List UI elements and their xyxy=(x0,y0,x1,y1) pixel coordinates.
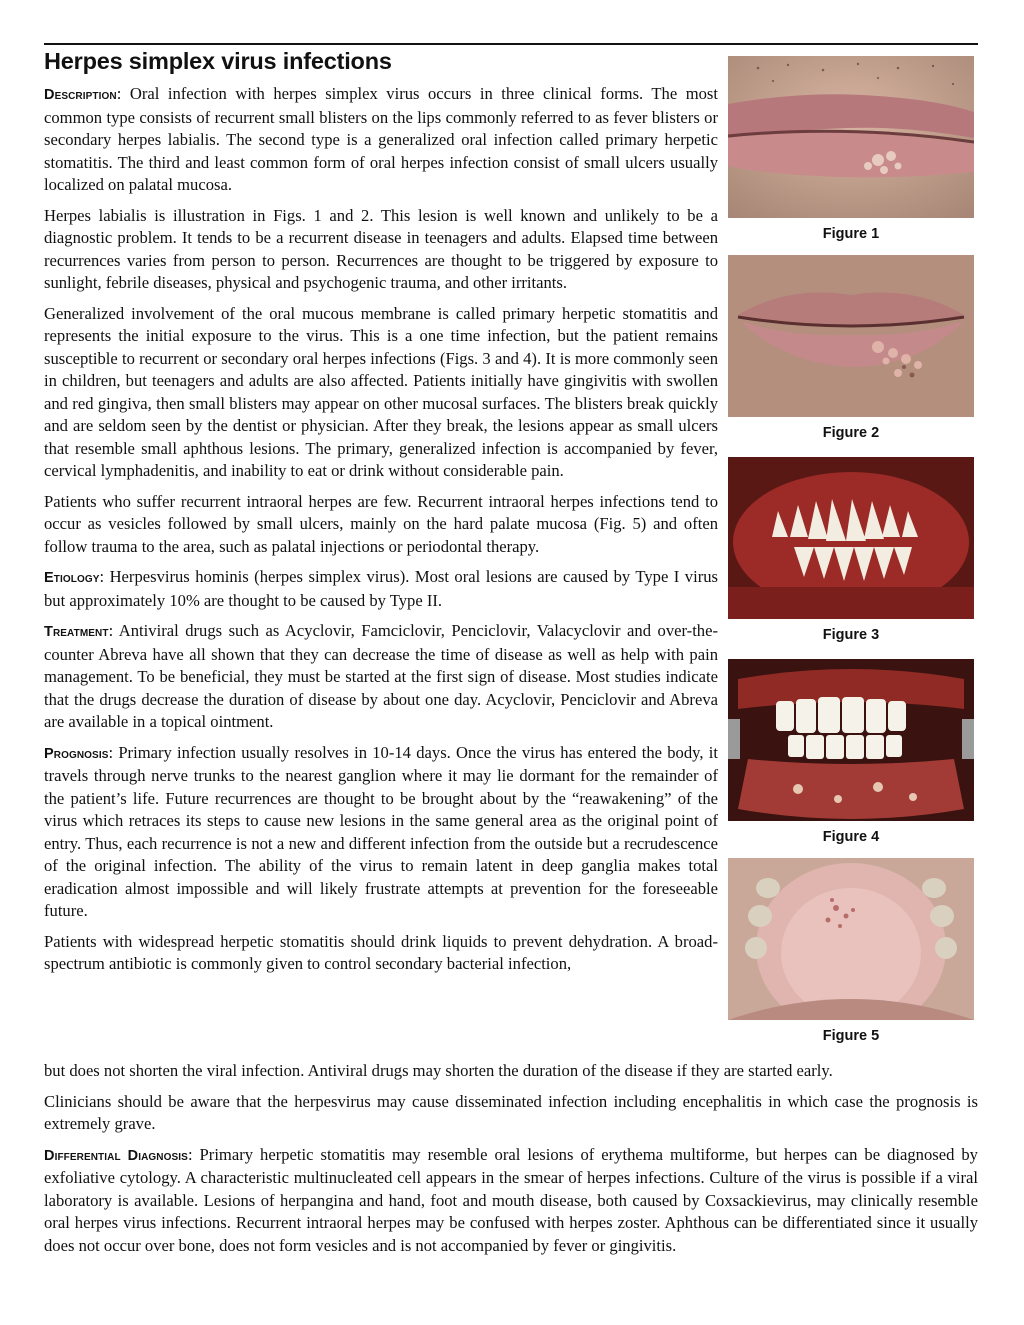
clinicians-paragraph: Clinicians should be aware that the herpesvirus may cause disseminated infection including encephalitis in which case the prognosis is extremely grave. xyxy=(44,1091,978,1133)
description-text: : Oral infection with herpes simplex virus occurs in three clinical forms. The most common type consists of recurrent small blisters on the lips commonly referred to as fever blisters or secondary herpes labialis. The second type is a generalized oral infection called primary herpetic stomatitis. The third and least common form of oral herpes infection consist of small ulcers usually localized on palatal mucosa. xyxy=(44,84,718,194)
prognosis-text: : Primary infection usually resolves in 10-14 days. Once the virus has entered the body, it travels through nerve trunks to the nearest ganglion where it may lie dormant for the remainder of the patient’s life. Future recurrences are thought to be brought about by the “reawakening” of the virus which retraces its steps to cause new lesions in the same general area as the original point of entry. Thus, each recurrence is not a new and different infection from the outside but a recrudescence of the original infection. The ability of the virus to remain latent in deep ganglia makes total eradication almost impossible and will likely frustrate attempts at prevention for the foreseeable future. xyxy=(44,742,718,920)
palate-vesicles-photo xyxy=(728,858,974,1020)
figure-5-caption: Figure 5 xyxy=(822,1028,880,1044)
treatment-text: : Antiviral drugs such as Acyclovir, Famciclovir, Penciclovir, Valacyclovir and over-the-counter Abreva have all shown that they can decrease the time of disease as well as help with pain management. To be beneficial, they must be started at the first sign of disease. Most studies indicate that the drugs decrease the duration of disease by about one day. Acyclovir, Penciclovir and Abreva are available in a topical ointment. xyxy=(44,621,718,731)
description-paragraph xyxy=(44,83,718,197)
recurrent-intraoral-paragraph: Patients who suffer recurrent intraoral herpes are few. Recurrent intraoral herpes infections tend to occur as vesicles followed by small ulcers, mainly on the hard palate mucosa (Fig. 5) and often follow trauma to the area, such as palatal injections or periodontal therapy. xyxy=(44,491,718,556)
figure-3 xyxy=(728,457,974,643)
etiology-paragraph xyxy=(44,566,718,612)
figure-4 xyxy=(728,659,974,845)
differential-paragraph xyxy=(44,1144,978,1258)
top-rule xyxy=(44,43,978,45)
treatment-heading: Treatment xyxy=(44,624,109,640)
main-column xyxy=(44,83,718,984)
etiology-text: : Herpesvirus hominis (herpes simplex virus). Most oral lesions are caused by Type I virus but approximately 10% are thought to be caused by Type II. xyxy=(44,567,718,610)
page-title: Herpes simplex virus infections xyxy=(44,48,392,74)
stomatitis-care-continued: but does not shorten the viral infection. Antiviral drugs may shorten the duration of the disease if they are started early. xyxy=(44,1061,833,1080)
retracted-lip-ulcers-photo xyxy=(728,659,974,821)
figure-1 xyxy=(728,56,974,242)
stomatitis-care-paragraph: Patients with widespread herpetic stomatitis should drink liquids to prevent dehydration. A broad-spectrum antibiotic is commonly given to control secondary bacterial infection, xyxy=(44,931,718,973)
prognosis-paragraph xyxy=(44,742,718,923)
lip-blisters-photo xyxy=(728,56,974,218)
gingivitis-teeth-photo xyxy=(728,457,974,619)
figure-3-caption: Figure 3 xyxy=(822,627,880,643)
description-heading: Description xyxy=(44,87,117,103)
figure-4-caption: Figure 4 xyxy=(822,829,880,845)
differential-text: : Primary herpetic stomatitis may resemble oral lesions of erythema multiforme, but herpes can be diagnosed by exfoliative cytology. A characteristic multinucleated cell appears in the smear of herpes infections. Culture of the virus is possible if a viral laboratory is available. Lesions of herpangina and hand, foot and mouth disease, both caused by Coxsackievirus, may clinically resemble oral herpes virus infections. Recurrent intraoral herpes may be confused with herpes zoster. Aphthous can be differentiated since it usually does not occur over bone, does not form vesicles and is not accompanied by fever or gingivitis. xyxy=(44,1144,978,1255)
etiology-heading: Etiology xyxy=(44,570,100,586)
bottom-section xyxy=(44,1060,978,1265)
prognosis-heading: Prognosis xyxy=(44,745,109,762)
herpes-labialis-paragraph: Herpes labialis is illustration in Figs. 1 and 2. This lesion is well known and unlikely to be a diagnostic problem. It tends to be a recurrent disease in teenagers and adults. Elapsed time between recurrences varies from person to person. Recurrences are thought to be triggered by exposure to sunlight, febrile diseases, physical and psychogenic trauma, and other irritants. xyxy=(44,205,718,292)
lips-crusted-lesions-photo xyxy=(728,255,974,417)
figure-2 xyxy=(728,255,974,441)
treatment-paragraph xyxy=(44,620,718,734)
figure-2-caption: Figure 2 xyxy=(822,425,880,441)
figure-5 xyxy=(728,858,974,1044)
primary-stomatitis-paragraph: Generalized involvement of the oral mucous membrane is called primary herpetic stomatitis and represents the initial exposure to the virus. This is a one time infection, but the patient remains susceptible to recurrent or secondary oral herpes infections (Figs. 3 and 4). It is more commonly seen in children, but teenagers and adults are also affected. Patients initially have gingivitis with swollen and red gingiva, then small blisters may appear on other mucosal surfaces. The blisters break quickly and are seldom seen by the dentist or physician. After they break, the lesions appear as small ulcers that resemble small aphthous lesions. The primary, generalized infection is accompanied by fever, cervical lymphadenitis, and inability to eat or drink without considerable pain. xyxy=(44,303,718,480)
figure-1-caption: Figure 1 xyxy=(822,226,880,242)
differential-heading: Differential Diagnosis xyxy=(44,1147,188,1164)
